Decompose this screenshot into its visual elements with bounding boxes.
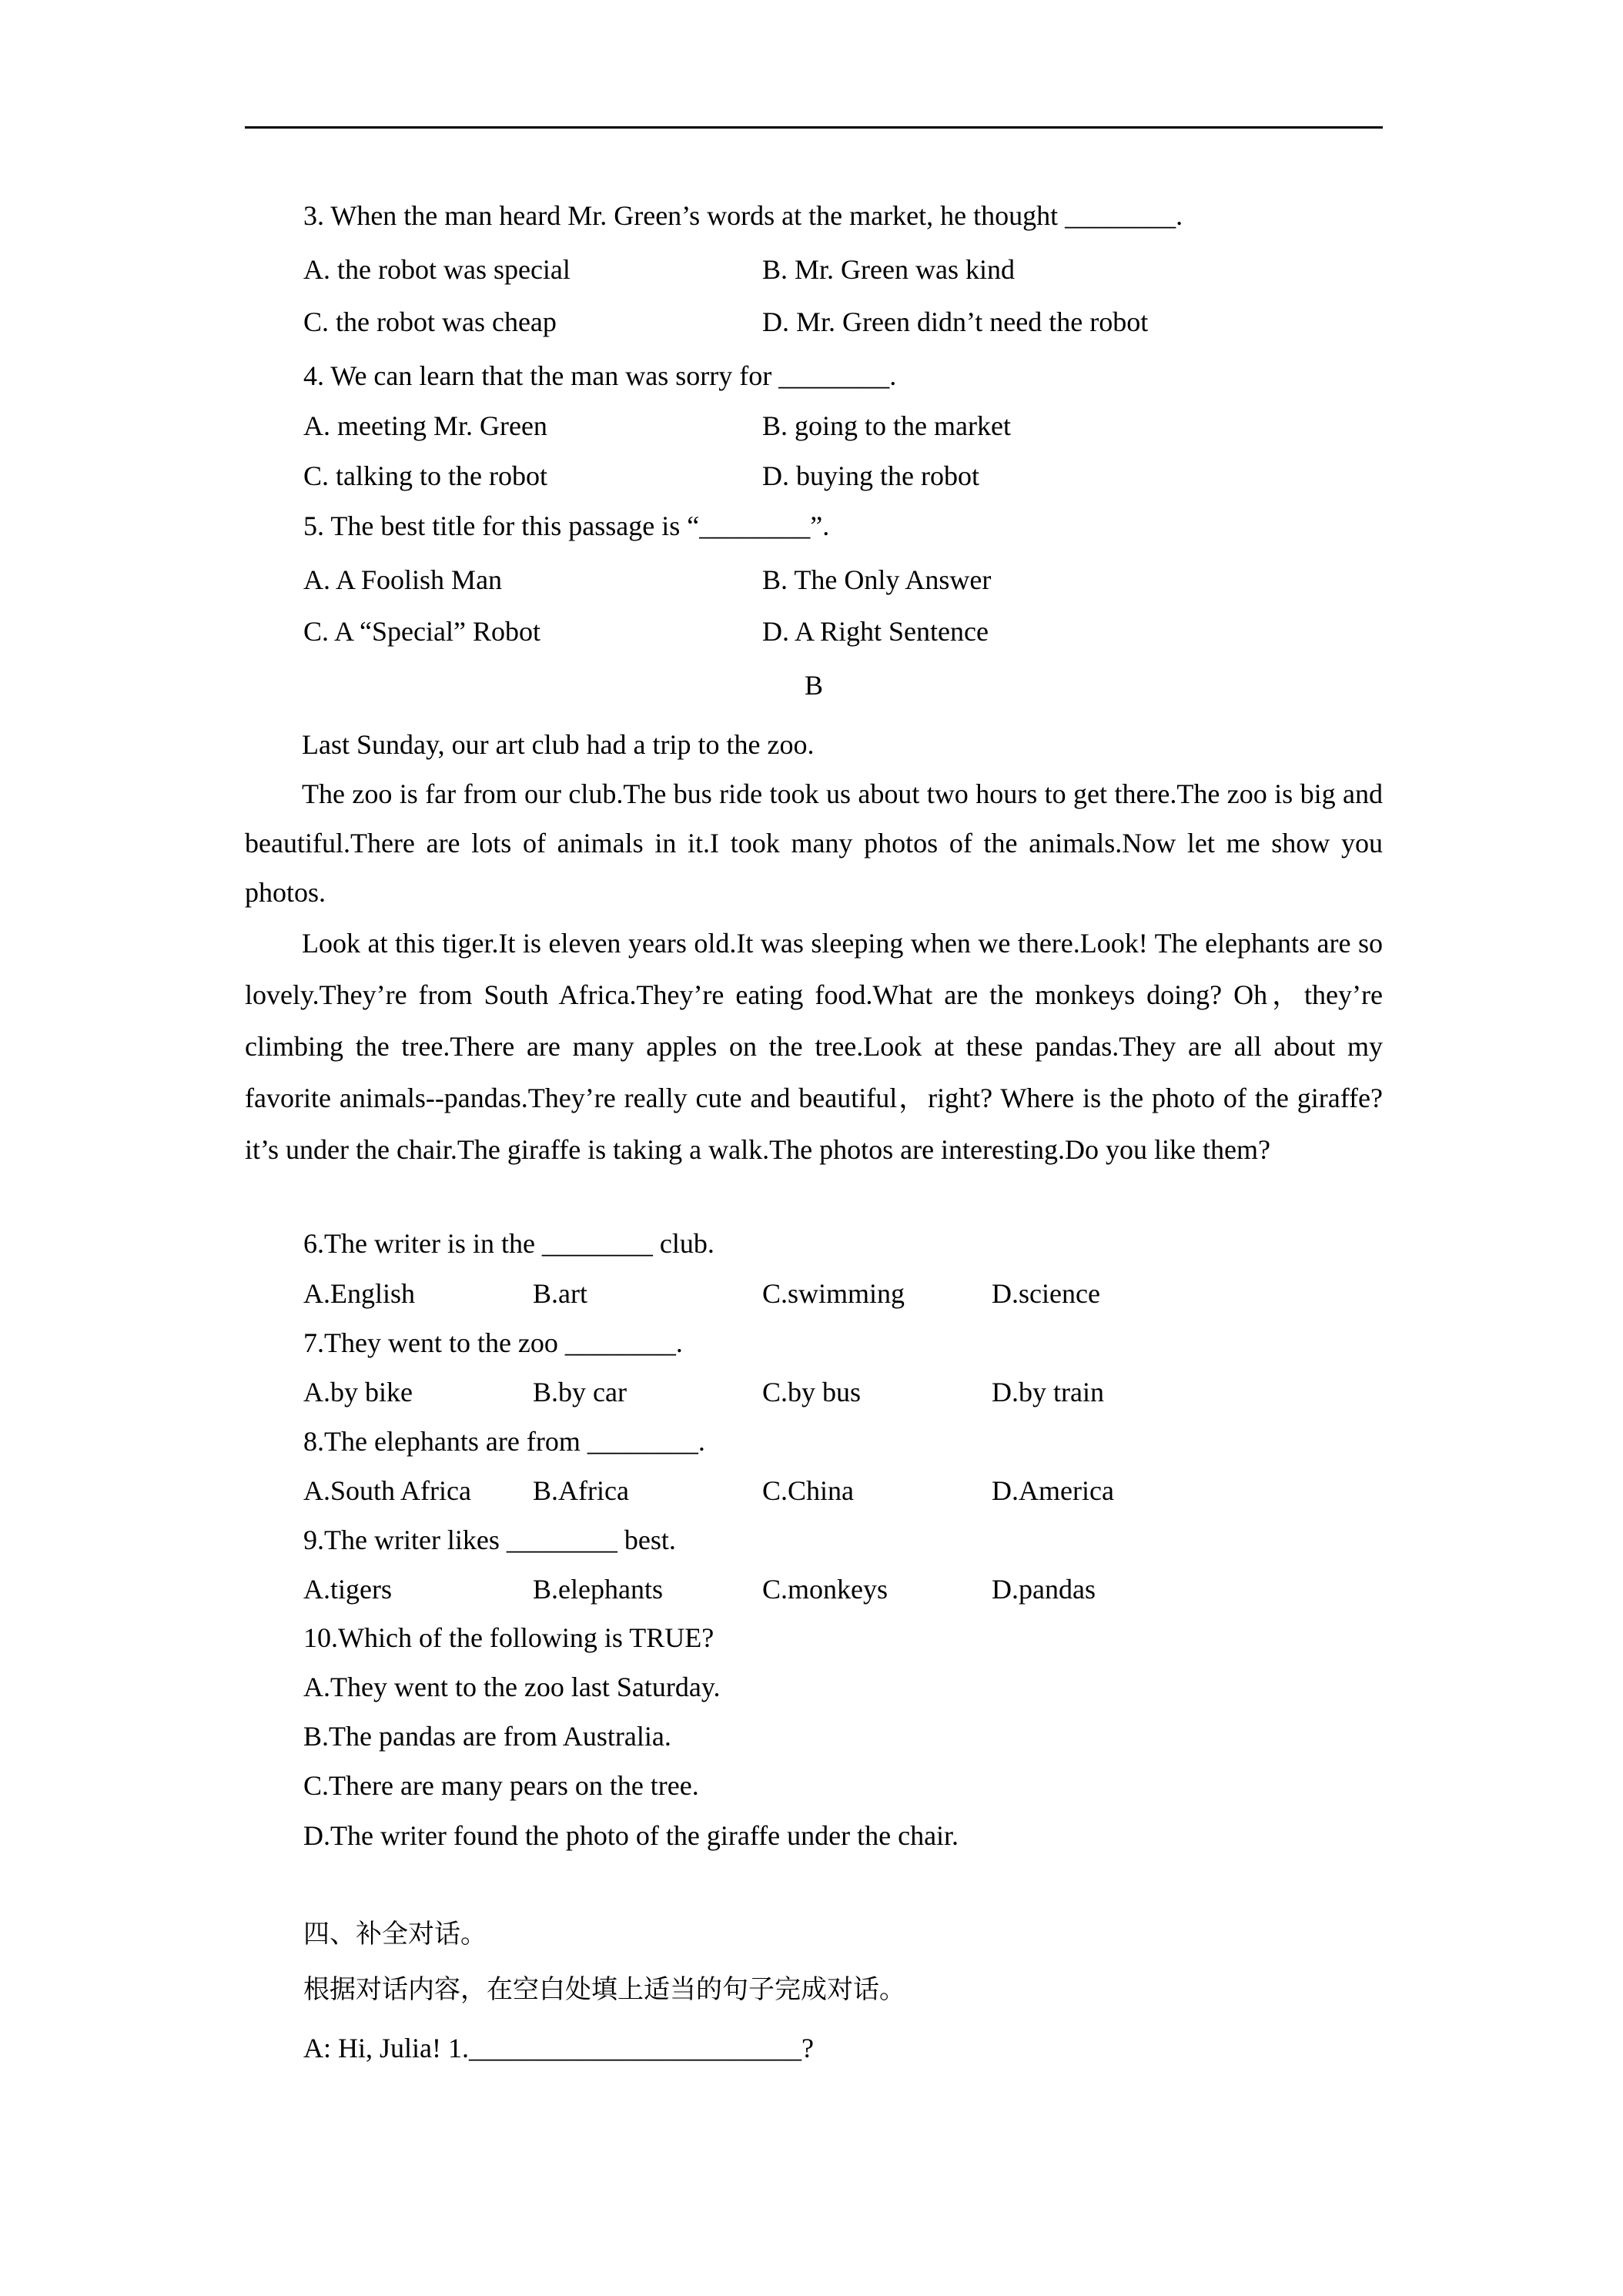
question-10-stem: 10.Which of the following is TRUE? [303,1622,714,1653]
section-four-instruction: 根据对话内容，在空白处填上适当的句子完成对话。 [303,1974,905,2005]
question-5-option-a: A. A Foolish Man [303,564,503,595]
question-5-option-c: C. A “Special” Robot [303,616,540,647]
question-10-option-b: B.The pandas are from Australia. [303,1721,671,1752]
question-9-option-a: A.tigers [303,1574,392,1605]
section-four-title: 四、补全对话。 [303,1919,487,1950]
question-8-option-c: C.China [762,1475,855,1506]
question-8-option-d: D.America [992,1475,1114,1506]
question-8-stem: 8.The elephants are from ________. [303,1426,705,1457]
question-5-option-b: B. The Only Answer [762,564,992,595]
question-6-stem: 6.The writer is in the ________ club. [303,1228,714,1259]
question-3-stem: 3. When the man heard Mr. Green’s words at the market, he thought ________. [303,200,1183,231]
passage-paragraph-1 [245,720,1383,769]
question-6-option-c: C.swimming [762,1278,905,1309]
question-9-option-c: C.monkeys [762,1574,888,1605]
section-b-heading: B [804,670,823,701]
question-9-stem: 9.The writer likes ________ best. [303,1525,676,1555]
question-6-option-a: A.English [303,1278,416,1309]
question-9-option-d: D.pandas [992,1574,1096,1605]
question-8-option-b: B.Africa [533,1475,629,1506]
question-7-stem: 7.They went to the zoo ________. [303,1327,683,1358]
question-8-option-a: A.South Africa [303,1475,471,1506]
header-rule [245,126,1383,129]
passage-paragraph-2-text: The zoo is far from our club.The bus ride took us about two hours to get there.The zoo is big and beautiful.There are lots of animals in it.I took many photos of the animals.Now let me show you photos. [245,778,1383,908]
question-3-option-c: C. the robot was cheap [303,306,557,337]
question-4-option-c: C. talking to the robot [303,460,547,491]
question-6-option-b: B.art [533,1278,587,1309]
question-9-option-b: B.elephants [533,1574,663,1605]
question-5-stem: 5. The best title for this passage is “________”. [303,510,830,541]
question-6-option-d: D.science [992,1278,1100,1309]
question-7-option-d: D.by train [992,1377,1104,1407]
question-10-option-c: C.There are many pears on the tree. [303,1770,699,1801]
question-7-option-b: B.by car [533,1377,627,1407]
question-7-option-c: C.by bus [762,1377,862,1407]
question-3-option-a: A. the robot was special [303,254,571,285]
question-4-option-d: D. buying the robot [762,460,979,491]
question-3-option-b: B. Mr. Green was kind [762,254,1015,285]
question-4-option-a: A. meeting Mr. Green [303,410,547,441]
passage-paragraph-3-text: Look at this tiger.It is eleven years old.It was sleeping when we there.Look! The elephants are so lovely.They’re from South Africa.They’re eating food.What are the monkeys doing? Oh，they’re climbing the tree.There are many apples on the tree.Look at these pandas.They are all about my favorite animals--pandas.They’re really cute and beautiful，right? Where is the photo of the giraffe? it’s under the chair.The giraffe is taking a walk.The photos are interesting.Do you like them? [245,928,1383,1165]
passage-paragraph-1-text: Last Sunday, our art club had a trip to the zoo. [302,729,815,760]
question-4-option-b: B. going to the market [762,410,1011,441]
question-5-option-d: D. A Right Sentence [762,616,989,647]
question-7-option-a: A.by bike [303,1377,413,1407]
passage-paragraph-2 [245,769,1383,917]
question-4-stem: 4. We can learn that the man was sorry for ________. [303,360,897,391]
question-3-option-d: D. Mr. Green didn’t need the robot [762,306,1149,337]
dialogue-line-1: A: Hi, Julia! 1.________________________? [303,2033,814,2063]
question-10-option-a: A.They went to the zoo last Saturday. [303,1672,721,1702]
question-10-option-d: D.The writer found the photo of the giraffe under the chair. [303,1820,959,1851]
passage-paragraph-3 [245,918,1383,1176]
